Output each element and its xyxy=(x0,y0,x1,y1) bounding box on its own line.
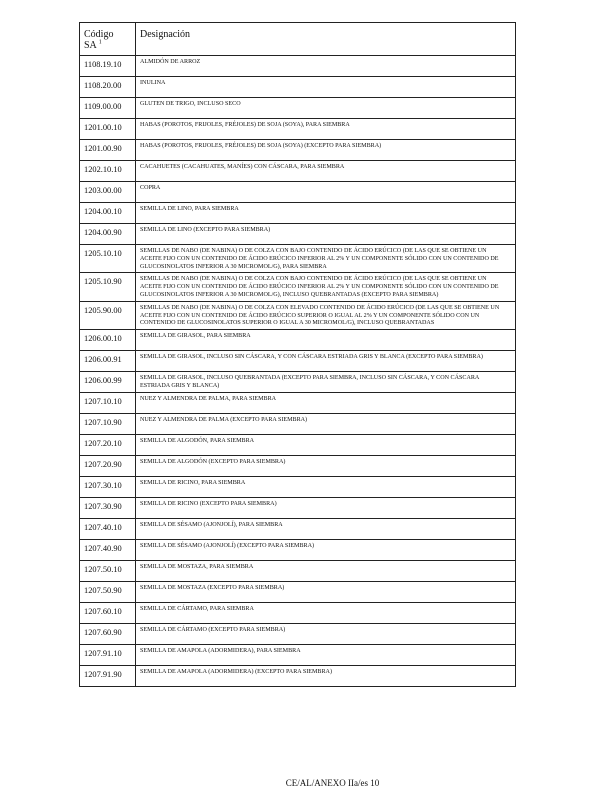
table-row xyxy=(80,140,516,161)
table-row xyxy=(80,519,516,540)
table-row xyxy=(80,393,516,414)
table-row xyxy=(80,666,516,687)
cell-designation: NUEZ Y ALMENDRA DE PALMA (EXCEPTO PARA SIEMBRA) xyxy=(136,414,516,435)
cell-code: 1207.10.90 xyxy=(80,414,136,435)
cell-code: 1207.60.10 xyxy=(80,603,136,624)
cell-designation: SEMILLA DE GIRASOL, INCLUSO QUEBRANTADA (EXCEPTO PARA SIEMBRA, INCLUSO SIN CÁSCARA, Y CON CÁSCARA ESTRIADA GRIS Y BLANCA) xyxy=(136,372,516,393)
cell-code: 1204.00.10 xyxy=(80,203,136,224)
table-row xyxy=(80,498,516,519)
cell-designation: SEMILLA DE ALGODÓN, PARA SIEMBRA xyxy=(136,435,516,456)
table-row xyxy=(80,273,516,301)
cell-code: 1207.91.90 xyxy=(80,666,136,687)
header-code-label2: SA xyxy=(84,40,97,51)
cell-code: 1202.10.10 xyxy=(80,161,136,182)
cell-code: 1207.10.10 xyxy=(80,393,136,414)
cell-designation: COPRA xyxy=(136,182,516,203)
cell-code: 1109.00.00 xyxy=(80,98,136,119)
header-code xyxy=(80,23,136,56)
cell-code: 1206.00.10 xyxy=(80,330,136,351)
table-row xyxy=(80,582,516,603)
cell-designation: CACAHUETES (CACAHUATES, MANÍES) CON CÁSCARA, PARA SIEMBRA xyxy=(136,161,516,182)
table-header-row xyxy=(80,23,516,56)
table-row xyxy=(80,56,516,77)
table-row xyxy=(80,456,516,477)
cell-code: 1205.10.10 xyxy=(80,245,136,273)
cell-designation: SEMILLA DE LINO, PARA SIEMBRA xyxy=(136,203,516,224)
cell-code: 1207.40.90 xyxy=(80,540,136,561)
cell-designation: SEMILLA DE RICINO, PARA SIEMBRA xyxy=(136,477,516,498)
cell-designation: SEMILLA DE MOSTAZA (EXCEPTO PARA SIEMBRA) xyxy=(136,582,516,603)
cell-designation: HABAS (POROTOS, FRIJOLES, FRÉJOLES) DE SOJA (SOYA) (EXCEPTO PARA SIEMBRA) xyxy=(136,140,516,161)
table-row xyxy=(80,645,516,666)
table-row xyxy=(80,77,516,98)
cell-code: 1201.00.90 xyxy=(80,140,136,161)
cell-code: 1204.00.90 xyxy=(80,224,136,245)
table-row xyxy=(80,561,516,582)
header-code-label: Código xyxy=(84,29,114,40)
header-designation: Designación xyxy=(136,23,516,56)
table-row xyxy=(80,301,516,329)
cell-designation: SEMILLA DE SÉSAMO (AJONJOLÍ), PARA SIEMBRA xyxy=(136,519,516,540)
cell-code: 1207.30.10 xyxy=(80,477,136,498)
cell-code: 1207.50.10 xyxy=(80,561,136,582)
table-row xyxy=(80,477,516,498)
cell-designation: SEMILLA DE AMAPOLA (ADORMIDERA), PARA SIEMBRA xyxy=(136,645,516,666)
cell-code: 1108.20.00 xyxy=(80,77,136,98)
table-row xyxy=(80,182,516,203)
cell-code: 1205.10.90 xyxy=(80,273,136,301)
table-row xyxy=(80,414,516,435)
cell-code: 1207.40.10 xyxy=(80,519,136,540)
cell-designation: SEMILLAS DE NABO (DE NABINA) O DE COLZA CON BAJO CONTENIDO DE ÁCIDO ERÚCICO (DE LAS QUE SE OBTIENE UN ACEITE FIJO CON UN CONTENIDO DE ÁCIDO ERÚCICO INFERIOR AL 2% Y UN COMPONENTE SÓLIDO CON UN CONTENIDO DE GLUCOSINOLATOS INFERIOR A 30 MICROMOL/G), PARA SIEMBRA xyxy=(136,245,516,273)
cell-code: 1206.00.91 xyxy=(80,351,136,372)
table-row xyxy=(80,351,516,372)
table-row xyxy=(80,119,516,140)
cell-designation: INULINA xyxy=(136,77,516,98)
cell-code: 1207.60.90 xyxy=(80,624,136,645)
cell-designation: SEMILLA DE GIRASOL, INCLUSO SIN CÁSCARA, Y CON CÁSCARA ESTRIADA GRIS Y BLANCA (EXCEPTO PARA SIEMBRA) xyxy=(136,351,516,372)
cell-code: 1205.90.00 xyxy=(80,301,136,329)
table-row xyxy=(80,435,516,456)
cell-code: 1207.30.90 xyxy=(80,498,136,519)
footer-page-ref: CE/AL/ANEXO IIa/es 10 xyxy=(285,778,380,788)
cell-designation: SEMILLA DE RICINO (EXCEPTO PARA SIEMBRA) xyxy=(136,498,516,519)
cell-designation: GLUTEN DE TRIGO, INCLUSO SECO xyxy=(136,98,516,119)
table-row xyxy=(80,224,516,245)
cell-designation: SEMILLAS DE NABO (DE NABINA) O DE COLZA CON BAJO CONTENIDO DE ÁCIDO ERÚCICO (DE LAS QUE SE OBTIENE UN ACEITE FIJO CON UN CONTENIDO DE ÁCIDO ERÚCICO INFERIOR AL 2% Y UN COMPONENTE SÓLIDO CON UN CONTENIDO DE GLUCOSINOLATOS INFERIOR A 30 MICROMOL/G), INCLUSO QUEBRANTADAS (EXCEPTO PARA SIEMBRA) xyxy=(136,273,516,301)
cell-code: 1206.00.99 xyxy=(80,372,136,393)
table-row xyxy=(80,330,516,351)
cell-designation: ALMIDÓN DE ARROZ xyxy=(136,56,516,77)
tariff-code-table xyxy=(79,22,516,687)
cell-code: 1207.20.10 xyxy=(80,435,136,456)
cell-designation: SEMILLA DE CÁRTAMO (EXCEPTO PARA SIEMBRA) xyxy=(136,624,516,645)
cell-designation: HABAS (POROTOS, FRIJOLES, FRÉJOLES) DE SOJA (SOYA), PARA SIEMBRA xyxy=(136,119,516,140)
page-footer xyxy=(0,778,599,788)
cell-designation: SEMILLA DE LINO (EXCEPTO PARA SIEMBRA) xyxy=(136,224,516,245)
cell-designation: SEMILLA DE SÉSAMO (AJONJOLÍ) (EXCEPTO PARA SIEMBRA) xyxy=(136,540,516,561)
cell-code: 1207.20.90 xyxy=(80,456,136,477)
cell-designation: SEMILLA DE GIRASOL, PARA SIEMBRA xyxy=(136,330,516,351)
table-row xyxy=(80,203,516,224)
cell-designation: SEMILLA DE ALGODÓN (EXCEPTO PARA SIEMBRA) xyxy=(136,456,516,477)
cell-code: 1207.91.10 xyxy=(80,645,136,666)
cell-code: 1108.19.10 xyxy=(80,56,136,77)
cell-designation: SEMILLA DE AMAPOLA (ADORMIDERA) (EXCEPTO PARA SIEMBRA) xyxy=(136,666,516,687)
table-row xyxy=(80,624,516,645)
cell-code: 1201.00.10 xyxy=(80,119,136,140)
table-body xyxy=(80,56,516,687)
table-row xyxy=(80,245,516,273)
footnote-marker: 1 xyxy=(98,39,102,46)
cell-designation: NUEZ Y ALMENDRA DE PALMA, PARA SIEMBRA xyxy=(136,393,516,414)
table-row xyxy=(80,161,516,182)
cell-designation: SEMILLAS DE NABO (DE NABINA) O DE COLZA CON ELEVADO CONTENIDO DE ÁCIDO ERÚCICO (DE LAS QUE SE OBTIENE UN ACEITE FIJO CON UN CONTENIDO DE ÁCIDO ERÚCICO SUPERIOR O IGUAL AL 2% Y UN COMPONENTE SÓLIDO CON UN CONTENIDO DE GLUCOSINOLATOS SUPERIOR O IGUAL A 30 MICROMOL/G), INCLUSO QUEBRANTADAS xyxy=(136,301,516,329)
table-row xyxy=(80,603,516,624)
cell-designation: SEMILLA DE MOSTAZA, PARA SIEMBRA xyxy=(136,561,516,582)
cell-code: 1203.00.00 xyxy=(80,182,136,203)
cell-designation: SEMILLA DE CÁRTAMO, PARA SIEMBRA xyxy=(136,603,516,624)
table-row xyxy=(80,98,516,119)
cell-code: 1207.50.90 xyxy=(80,582,136,603)
table-row xyxy=(80,372,516,393)
table-row xyxy=(80,540,516,561)
